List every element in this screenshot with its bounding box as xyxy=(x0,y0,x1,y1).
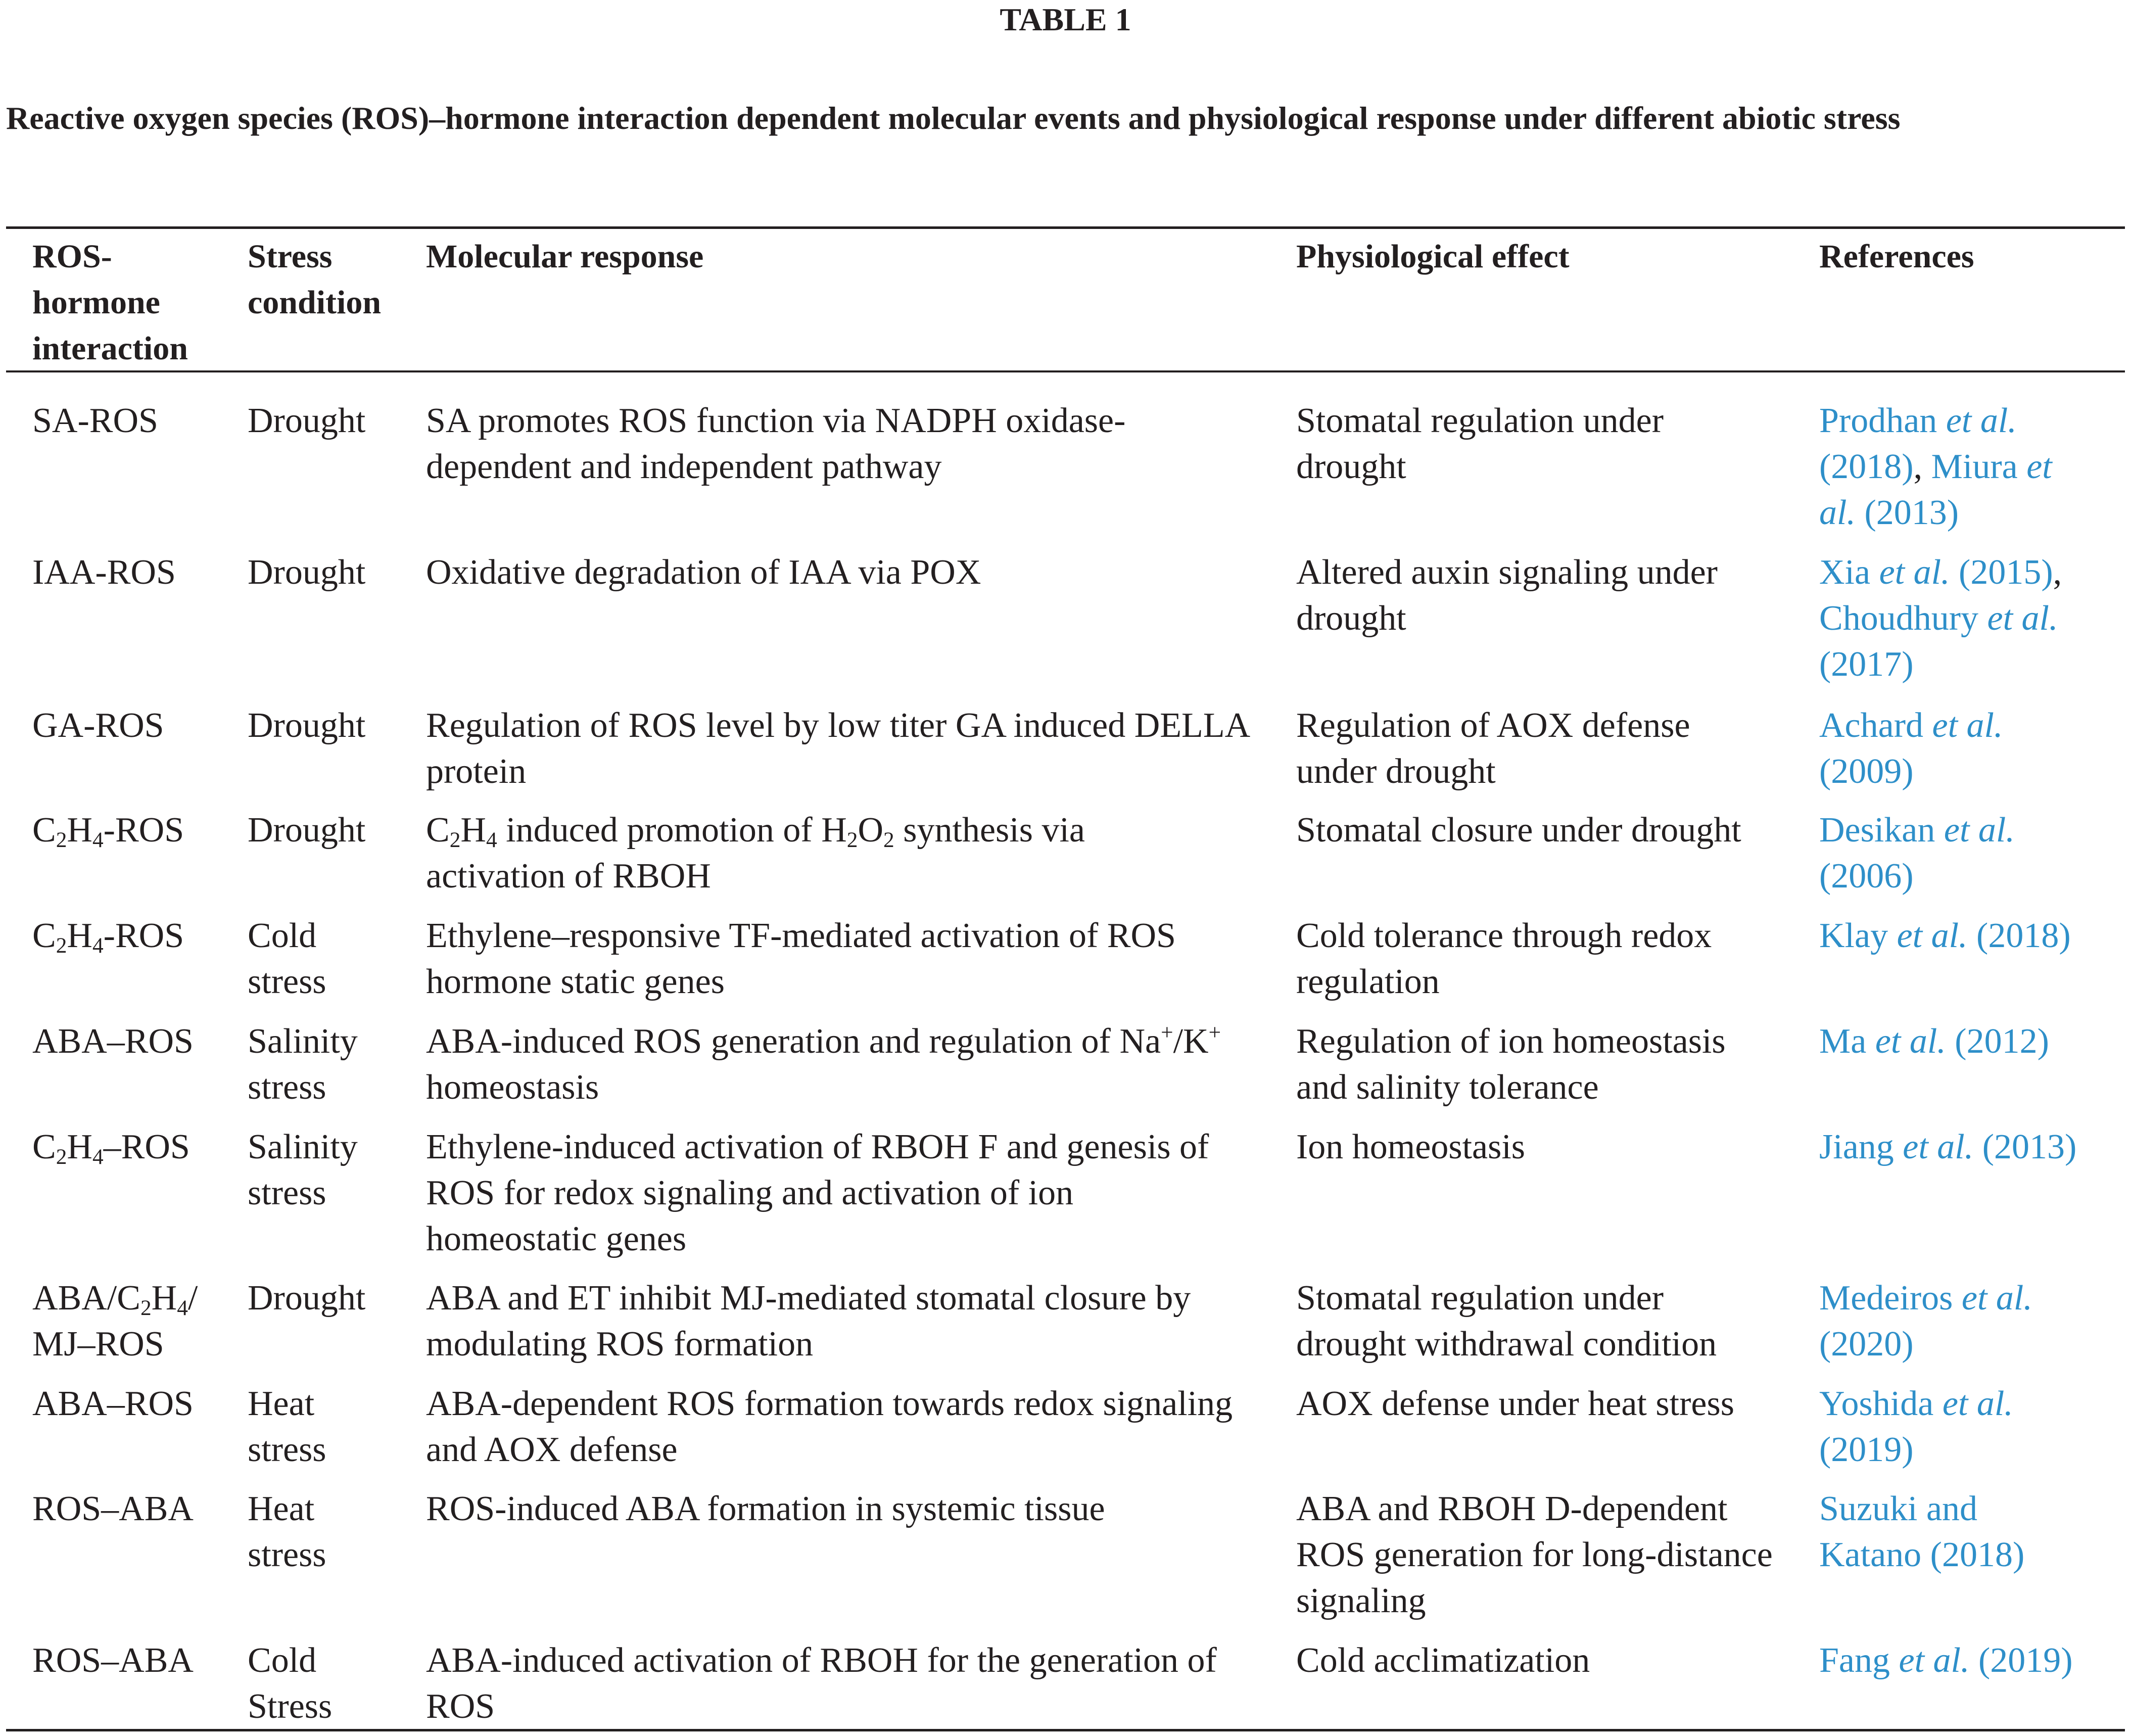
physiological-effect-cell-line: drought withdrawal condition xyxy=(1296,1325,1717,1364)
molecular-response-cell-line: Regulation of ROS level by low titer GA induced DELLA xyxy=(426,706,1251,745)
stress-cell-line: Drought xyxy=(248,1279,366,1318)
molecular-response-cell-line: dependent and independent pathway xyxy=(426,447,942,486)
reference-cell xyxy=(1819,1124,2076,1170)
molecular-response-cell xyxy=(426,1018,1221,1110)
reference-cell-line: (2020) xyxy=(1819,1325,1914,1364)
interaction-cell-line: GA-ROS xyxy=(32,706,164,745)
stress-cell xyxy=(248,1018,358,1110)
physiological-effect-cell-line: regulation xyxy=(1296,962,1440,1001)
column-header-physiological: Physiological effect xyxy=(1296,238,1570,275)
interaction-cell-line: ROS–ABA xyxy=(32,1641,194,1680)
molecular-response-cell-line: and AOX defense xyxy=(426,1430,678,1469)
molecular-response-cell xyxy=(426,1124,1209,1262)
molecular-response-cell-line: ABA and ET inhibit MJ-mediated stomatal closure by xyxy=(426,1279,1191,1318)
reference-cell xyxy=(1819,549,2062,687)
column-header-molecular: Molecular response xyxy=(426,238,704,275)
physiological-effect-cell xyxy=(1296,1018,1726,1110)
molecular-response-cell-line: activation of RBOH xyxy=(426,857,711,896)
reference-cell-line: Choudhury et al. xyxy=(1819,599,2058,638)
molecular-response-cell xyxy=(426,398,1125,490)
stress-cell-line: stress xyxy=(248,962,326,1001)
stress-cell xyxy=(248,1381,326,1473)
molecular-response-cell-line: hormone static genes xyxy=(426,962,725,1001)
stress-cell-line: Salinity xyxy=(248,1022,358,1061)
reference-cell xyxy=(1819,1381,2013,1473)
interaction-cell xyxy=(32,1018,194,1064)
interaction-cell xyxy=(32,1637,194,1683)
interaction-cell xyxy=(32,807,184,853)
reference-cell-line: (2019) xyxy=(1819,1430,1914,1469)
reference-cell-line: Katano (2018) xyxy=(1819,1535,2025,1574)
interaction-cell-line: ABA/$C_2H_4/$ xyxy=(32,1279,198,1320)
physiological-effect-cell-line: Altered auxin signaling under xyxy=(1296,553,1718,592)
reference-cell-line: Klay et al. (2018) xyxy=(1819,916,2071,955)
stress-cell xyxy=(248,549,365,595)
physiological-effect-cell-line: Cold acclimatization xyxy=(1296,1641,1590,1680)
physiological-effect-cell-line: under drought xyxy=(1296,752,1496,791)
physiological-effect-cell-line: drought xyxy=(1296,599,1406,638)
physiological-effect-cell-line: Cold tolerance through redox xyxy=(1296,916,1712,955)
interaction-cell-line: $C_2H_4$–ROS xyxy=(32,1128,190,1169)
molecular-response-cell-line: ROS for redox signaling and activation of ion xyxy=(426,1174,1074,1212)
molecular-response-cell xyxy=(426,1486,1105,1532)
molecular-response-cell-line: SA promotes ROS function via NADPH oxidase- xyxy=(426,401,1126,440)
stress-cell-line: stress xyxy=(248,1068,326,1107)
table-bottom-rule xyxy=(6,1729,2125,1731)
molecular-response-cell-line: ABA-induced activation of RBOH for the generation of xyxy=(426,1641,1217,1680)
physiological-effect-cell-line: ABA and RBOH D-dependent xyxy=(1296,1489,1728,1528)
interaction-cell-line: ABA–ROS xyxy=(32,1384,194,1423)
molecular-response-cell-line: Oxidative degradation of IAA via POX xyxy=(426,553,981,592)
molecular-response-cell-line: protein xyxy=(426,752,527,791)
molecular-response-cell-line: $C_2H_4$ induced promotion of $H_2O_2$ synthesis via xyxy=(426,811,1085,852)
interaction-cell-line: IAA-ROS xyxy=(32,553,176,592)
interaction-cell xyxy=(32,1486,194,1532)
molecular-response-cell-line: ROS-induced ABA formation in systemic tissue xyxy=(426,1489,1105,1528)
interaction-cell xyxy=(32,702,164,748)
interaction-cell-line: $C_2H_4$-ROS xyxy=(32,811,184,852)
stress-cell xyxy=(248,807,365,853)
stress-cell-line: Salinity xyxy=(248,1128,358,1166)
reference-cell-line: Xia et al. (2015), xyxy=(1819,553,2062,592)
stress-cell xyxy=(248,913,326,1005)
reference-cell xyxy=(1819,913,2071,959)
table-header-rule xyxy=(6,370,2125,372)
stress-cell xyxy=(248,398,365,444)
reference-cell-line: Desikan et al. xyxy=(1819,811,2015,850)
physiological-effect-cell xyxy=(1296,1486,1773,1624)
physiological-effect-cell-line: and salinity tolerance xyxy=(1296,1068,1599,1107)
stress-cell-line: Drought xyxy=(248,553,366,592)
reference-cell-line: Suzuki and xyxy=(1819,1489,1978,1528)
interaction-cell xyxy=(32,913,184,959)
physiological-effect-cell xyxy=(1296,1381,1734,1427)
molecular-response-cell xyxy=(426,807,1085,899)
stress-cell-line: stress xyxy=(248,1430,326,1469)
stress-cell-line: stress xyxy=(248,1535,326,1574)
reference-cell xyxy=(1819,1275,2032,1367)
reference-cell xyxy=(1819,1637,2073,1683)
molecular-response-cell xyxy=(426,1637,1217,1729)
table-label: TABLE 1 xyxy=(1000,2,1131,37)
physiological-effect-cell-line: Stomatal closure under drought xyxy=(1296,811,1741,850)
reference-cell xyxy=(1819,1018,2049,1064)
physiological-effect-cell xyxy=(1296,913,1712,1005)
molecular-response-cell-line: Ethylene-induced activation of RBOH F and genesis of xyxy=(426,1128,1209,1166)
interaction-cell xyxy=(32,398,158,444)
physiological-effect-cell-line: Ion homeostasis xyxy=(1296,1128,1526,1166)
reference-cell-line: Yoshida et al. xyxy=(1819,1384,2013,1423)
interaction-cell-line: ABA–ROS xyxy=(32,1022,194,1061)
reference-cell-line: Ma et al. (2012) xyxy=(1819,1022,2049,1061)
interaction-cell-line: MJ–ROS xyxy=(32,1325,164,1364)
reference-cell-line: Achard et al. xyxy=(1819,706,2003,745)
table-top-rule xyxy=(6,226,2125,229)
interaction-cell xyxy=(32,1124,190,1170)
reference-cell-line: Medeiros et al. xyxy=(1819,1279,2032,1318)
stress-cell xyxy=(248,1124,358,1216)
reference-cell-line: (2006) xyxy=(1819,857,1914,896)
interaction-cell-line: $C_2H_4$-ROS xyxy=(32,916,184,958)
column-header-interaction: ROS- hormone interaction xyxy=(32,238,188,367)
stress-cell-line: Cold xyxy=(248,916,317,955)
column-header-stress: Stress condition xyxy=(248,238,382,321)
molecular-response-cell xyxy=(426,702,1250,794)
stress-cell xyxy=(248,1486,326,1578)
stress-cell-line: Heat xyxy=(248,1489,315,1528)
physiological-effect-cell xyxy=(1296,807,1741,853)
molecular-response-cell-line: ABA-induced ROS generation and regulation of Na+/K+ xyxy=(426,1020,1221,1061)
physiological-effect-cell-line: signaling xyxy=(1296,1581,1426,1620)
molecular-response-cell xyxy=(426,913,1176,1005)
stress-cell-line: Cold xyxy=(248,1641,317,1680)
reference-cell xyxy=(1819,807,2015,899)
stress-cell xyxy=(248,702,365,748)
physiological-effect-cell xyxy=(1296,702,1690,794)
reference-cell-line: al. (2013) xyxy=(1819,493,1959,532)
molecular-response-cell-line: ABA-dependent ROS formation towards redox signaling xyxy=(426,1384,1233,1423)
stress-cell-line: Drought xyxy=(248,401,366,440)
molecular-response-cell-line: ROS xyxy=(426,1687,495,1726)
stress-cell xyxy=(248,1275,365,1321)
interaction-cell-line: ROS–ABA xyxy=(32,1489,194,1528)
interaction-cell xyxy=(32,1275,198,1367)
reference-cell xyxy=(1819,702,2003,794)
reference-cell-line: Prodhan et al. xyxy=(1819,401,2017,440)
reference-cell-line: Fang et al. (2019) xyxy=(1819,1641,2073,1680)
molecular-response-cell-line: modulating ROS formation xyxy=(426,1325,814,1364)
molecular-response-cell-line: homeostatic genes xyxy=(426,1219,687,1258)
interaction-cell xyxy=(32,549,176,595)
column-header-references: References xyxy=(1819,238,1974,275)
interaction-cell xyxy=(32,1381,194,1427)
physiological-effect-cell xyxy=(1296,1124,1525,1170)
table-caption: Reactive oxygen species (ROS)–hormone interaction dependent molecular events and physiological response under different abiotic stress xyxy=(6,100,1901,136)
molecular-response-cell xyxy=(426,1275,1191,1367)
reference-cell xyxy=(1819,1486,2024,1578)
reference-cell-line: (2018), Miura et xyxy=(1819,447,2052,486)
physiological-effect-cell xyxy=(1296,549,1718,641)
physiological-effect-cell-line: ROS generation for long-distance xyxy=(1296,1535,1773,1574)
molecular-response-cell xyxy=(426,1381,1233,1473)
stress-cell-line: Heat xyxy=(248,1384,315,1423)
stress-cell-line: Drought xyxy=(248,706,366,745)
physiological-effect-cell-line: AOX defense under heat stress xyxy=(1296,1384,1734,1423)
molecular-response-cell-line: homeostasis xyxy=(426,1068,599,1107)
reference-cell-line: Jiang et al. (2013) xyxy=(1819,1128,2077,1166)
physiological-effect-cell xyxy=(1296,1275,1717,1367)
physiological-effect-cell-line: Stomatal regulation under xyxy=(1296,401,1664,440)
stress-cell-line: Stress xyxy=(248,1687,333,1726)
physiological-effect-cell-line: Regulation of AOX defense xyxy=(1296,706,1690,745)
stress-cell-line: Drought xyxy=(248,811,366,850)
interaction-cell-line: SA-ROS xyxy=(32,401,158,440)
reference-cell-line: (2009) xyxy=(1819,752,1914,791)
physiological-effect-cell-line: Regulation of ion homeostasis xyxy=(1296,1022,1726,1061)
reference-cell xyxy=(1819,398,2052,536)
physiological-effect-cell xyxy=(1296,398,1664,490)
physiological-effect-cell-line: drought xyxy=(1296,447,1406,486)
molecular-response-cell-line: Ethylene–responsive TF-mediated activation of ROS xyxy=(426,916,1176,955)
molecular-response-cell xyxy=(426,549,981,595)
reference-cell-line: (2017) xyxy=(1819,645,1914,684)
stress-cell xyxy=(248,1637,332,1729)
physiological-effect-cell-line: Stomatal regulation under xyxy=(1296,1279,1664,1318)
stress-cell-line: stress xyxy=(248,1174,326,1212)
physiological-effect-cell xyxy=(1296,1637,1590,1683)
